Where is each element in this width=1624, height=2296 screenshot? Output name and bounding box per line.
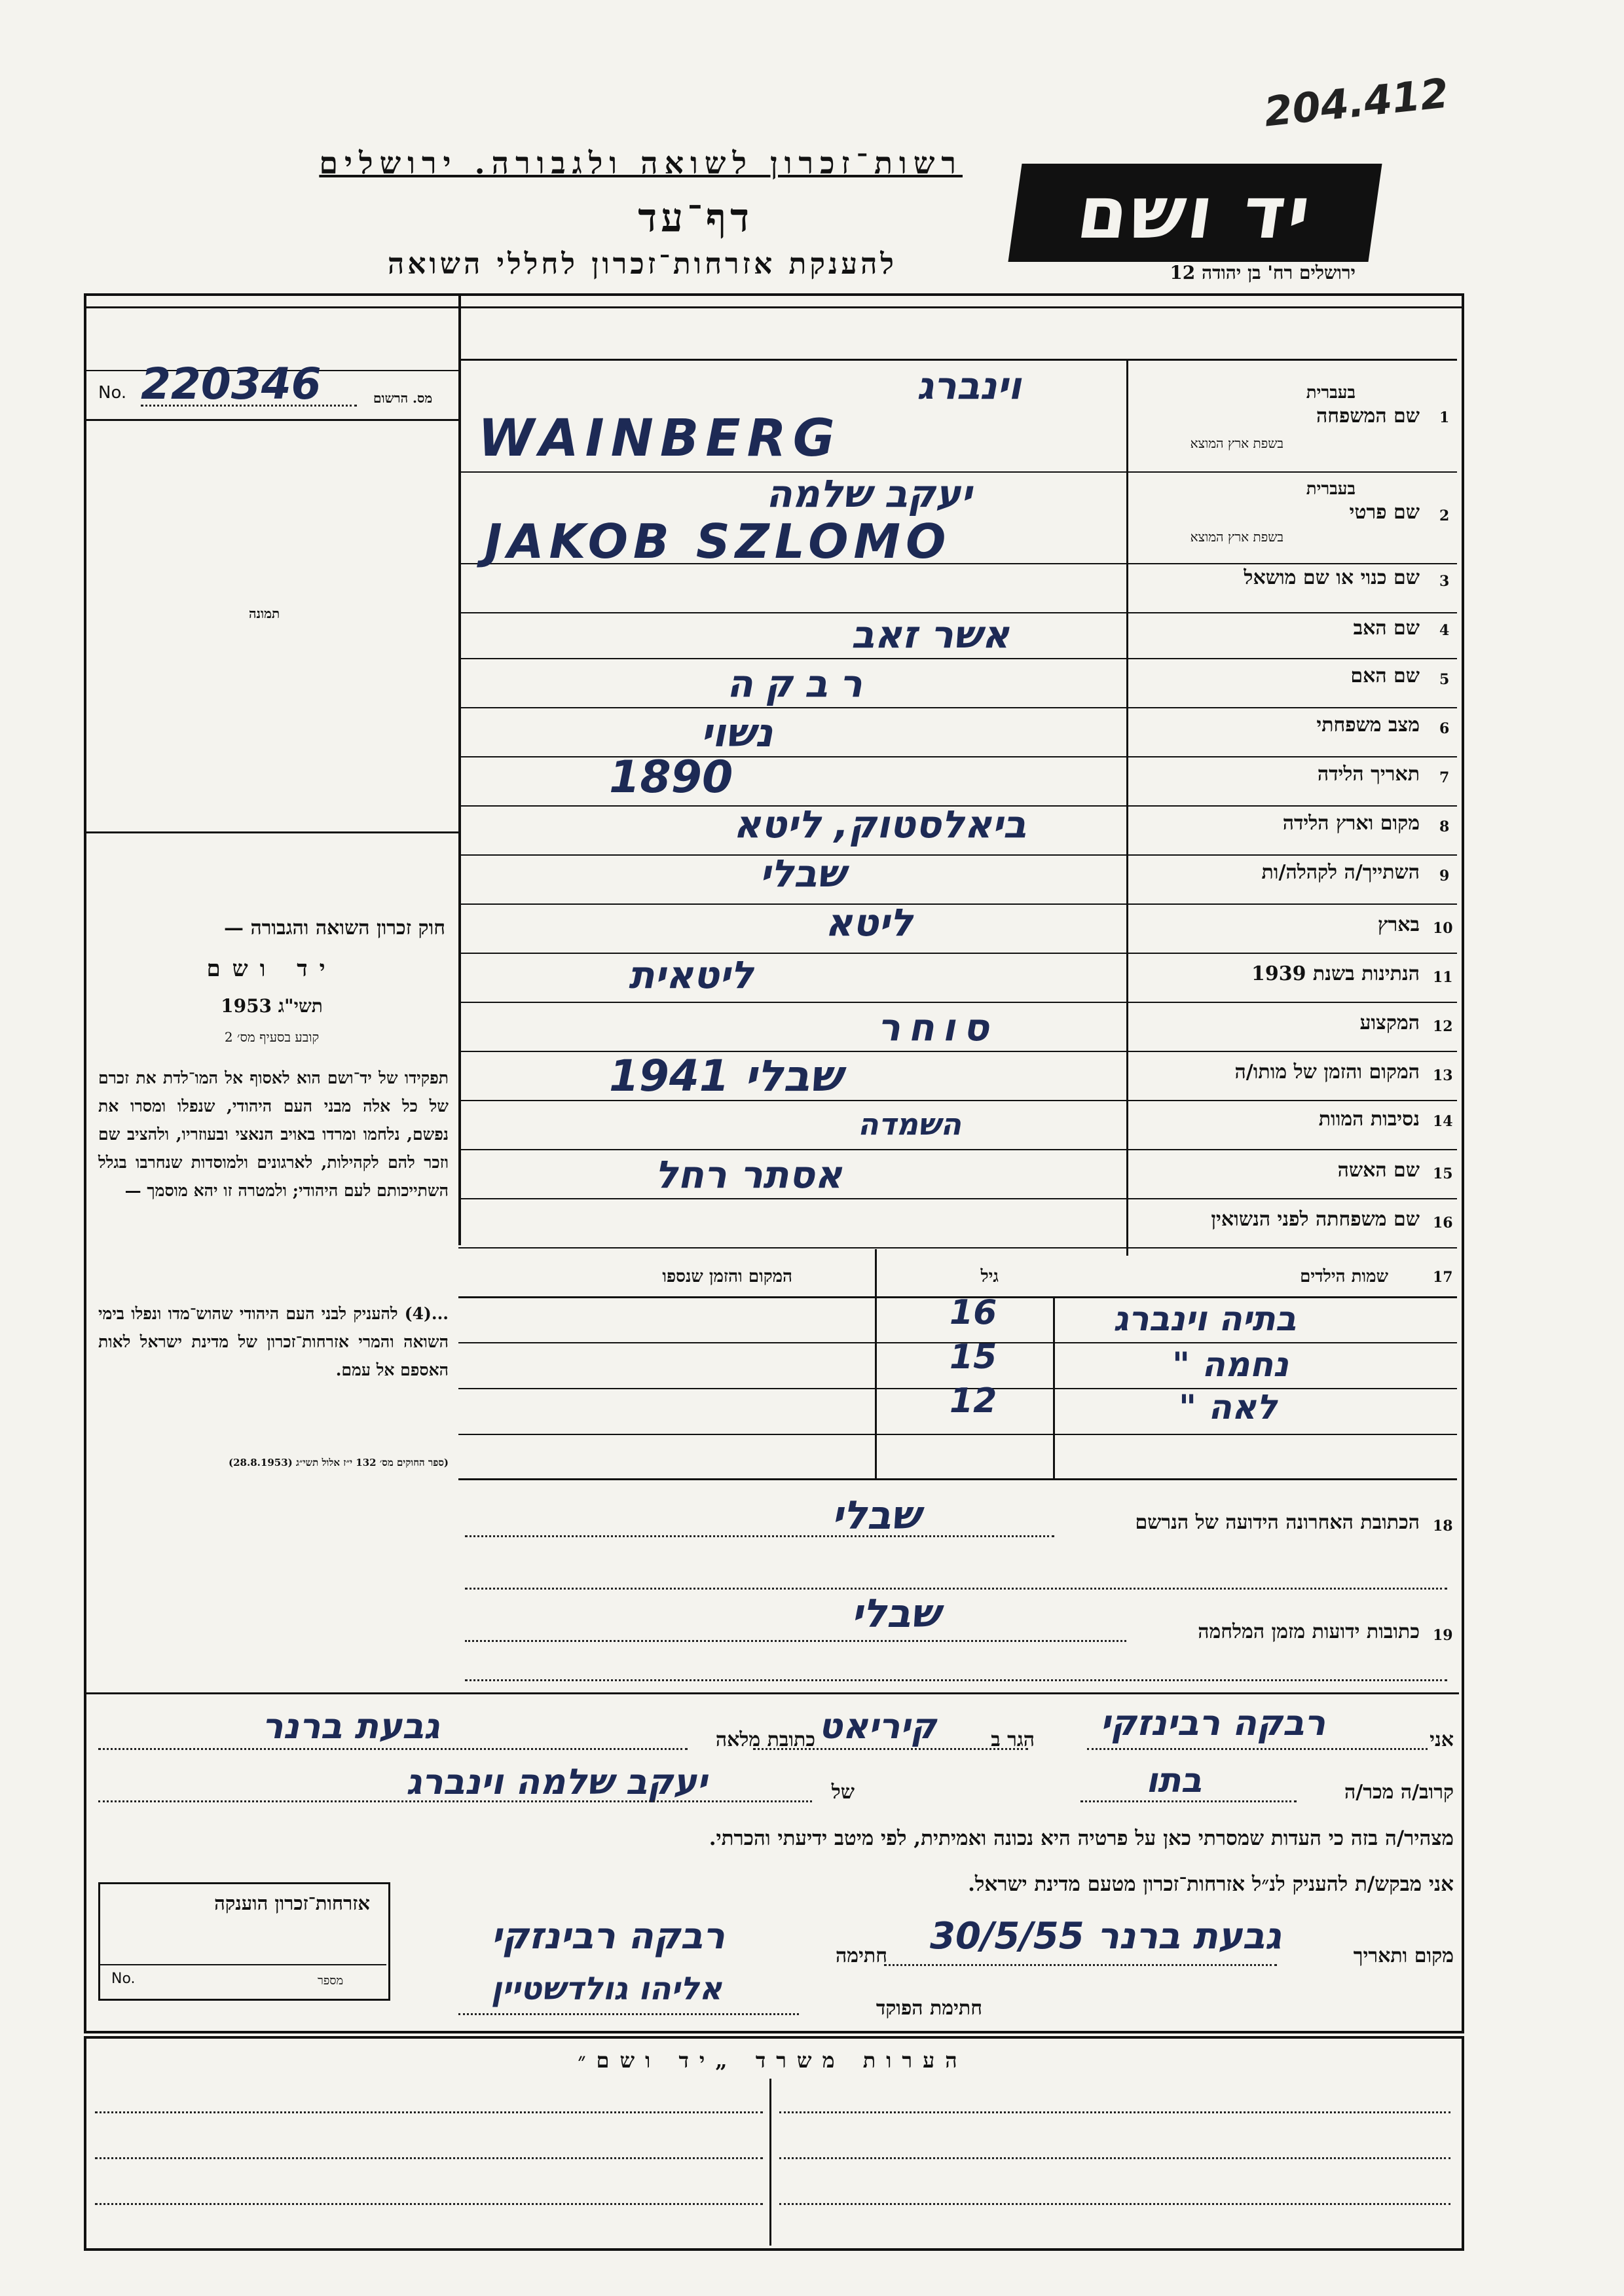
registration-label: מס. הרשום bbox=[373, 390, 433, 406]
field-14-number: 14 bbox=[1433, 1113, 1453, 1130]
declarant-relation: בתו bbox=[1146, 1761, 1202, 1800]
children-col-place: המקום והזמן שנספו bbox=[662, 1267, 792, 1286]
field-11-number: 11 bbox=[1433, 969, 1453, 986]
country: ליטא bbox=[825, 900, 913, 945]
field-19-label: כתובות ידועות מזמן המלחמה bbox=[1198, 1620, 1420, 1643]
field-1-label: שם המשפחה bbox=[1316, 405, 1420, 428]
field-12-number: 12 bbox=[1433, 1018, 1453, 1035]
father-name: אשר זאב bbox=[851, 612, 1010, 657]
logo-text: יד ושם bbox=[1072, 171, 1318, 255]
birth-place: ביאלסטוק, ליטא bbox=[733, 802, 1027, 847]
office-notes-label: הערות משרד „יד ושם״ bbox=[578, 2048, 968, 2073]
yad-vashem-logo bbox=[1008, 164, 1382, 262]
declarant-signature: רבקה רבינזקי bbox=[491, 1915, 725, 1958]
children-col-names: שמות הילדים bbox=[1300, 1267, 1388, 1286]
field-19-number: 19 bbox=[1433, 1627, 1453, 1644]
relative-label: קרוב/ה מכר/ה bbox=[1344, 1781, 1454, 1804]
citizenship-1939: ליטאית bbox=[629, 953, 754, 997]
law-paragraph-2: ...(4) להעניק לבני העם היהודי שהוש־מדו ונפלו בימי השואה והמרי אזרחות־זכרון של מדינת ישראל לאות האספם אל עמם. bbox=[98, 1304, 449, 1379]
birth-date: 1890 bbox=[609, 752, 733, 803]
field-6-number: 6 bbox=[1439, 720, 1450, 737]
official-signature: אליהו גולדשטיין bbox=[491, 1971, 722, 2007]
community: שבלי bbox=[760, 851, 845, 896]
field-4-number: 4 bbox=[1439, 622, 1450, 639]
child-3-age: 12 bbox=[950, 1381, 997, 1421]
of-label: של bbox=[831, 1781, 855, 1804]
first-name-latin: JAKOB SZLOMO bbox=[485, 514, 951, 569]
field-2-number: 2 bbox=[1439, 507, 1450, 524]
place-date-label: מקום ותאריך bbox=[1353, 1944, 1454, 1967]
law-title: חוק זכרון השואה והגבורה — bbox=[224, 917, 445, 939]
field-5-label: שם האם bbox=[1350, 665, 1420, 687]
mother-name: רבקה bbox=[727, 661, 874, 706]
field-3-number: 3 bbox=[1439, 573, 1450, 590]
last-address: שבלי bbox=[832, 1493, 921, 1539]
field-13-label: המקום והזמן של מותו/ה bbox=[1234, 1061, 1420, 1084]
declarant-full-address: גבעת ברנר bbox=[262, 1705, 440, 1747]
official-signature-label: חתימת הפוקד bbox=[876, 1997, 982, 2020]
place-date-value: גבעת ברנר 30/5/55 bbox=[930, 1915, 1282, 1958]
death-circumstances: השמדה bbox=[858, 1106, 961, 1142]
header-address: ירושלים רח' בן יהודה 12 bbox=[1170, 262, 1356, 283]
field-1-sub-origin: בשפת ארץ המוצא bbox=[1190, 435, 1283, 451]
law-name: יד ושם bbox=[206, 956, 337, 982]
family-name-hebrew: וינברג bbox=[917, 363, 1022, 408]
field-4-label: שם האב bbox=[1353, 617, 1420, 640]
first-name-hebrew: יעקב שלמה bbox=[766, 471, 972, 516]
field-1-sub-hebrew: בעברית bbox=[1306, 383, 1356, 403]
declarant-ani-label: אני bbox=[1430, 1728, 1454, 1751]
field-10-number: 10 bbox=[1433, 920, 1453, 937]
field-18-number: 18 bbox=[1433, 1518, 1453, 1535]
field-7-label: תאריך הלידה bbox=[1317, 763, 1420, 786]
law-year: תשי"ג 1953 bbox=[221, 995, 323, 1017]
field-3-label: שם כנוי או שם מושאל bbox=[1244, 566, 1420, 589]
award-box-title: אזרחות־זכרון הוענקה bbox=[214, 1892, 370, 1914]
wife-name: אסתר רחל bbox=[655, 1152, 843, 1197]
declarant-city: קיריאט bbox=[819, 1705, 937, 1747]
field-14-label: נסיבות המוות bbox=[1318, 1108, 1420, 1131]
field-8-number: 8 bbox=[1439, 818, 1450, 835]
field-18-label: הכתובת האחרונה הידועה של הנרשם bbox=[1135, 1511, 1420, 1534]
field-9-label: השתייך/ה לקהלה/ות bbox=[1261, 861, 1420, 884]
photo-label: תמונה bbox=[249, 606, 280, 621]
field-16-label: שם משפחתה לפני הנשואין bbox=[1211, 1208, 1420, 1231]
full-address-label: כתובת מלאה bbox=[715, 1728, 815, 1751]
marital-status: נשוי bbox=[701, 710, 773, 756]
registration-no-label: No. bbox=[98, 383, 127, 403]
award-number-label: מספר bbox=[318, 1974, 344, 1988]
signature-label: חתימה bbox=[836, 1944, 887, 1967]
declarant-of-name: יעקב שלמה וינברג bbox=[406, 1761, 707, 1802]
field-7-number: 7 bbox=[1439, 769, 1450, 786]
field-5-number: 5 bbox=[1439, 671, 1450, 688]
law-paragraph-1: תפקידו של יד־ושם הוא לאסוף אל המו־לדת את זכרם של כל אלה מבני העם היהודי, שנפלו ומסרו את נפשם, נלחמו ומרדו באויב הנאצי ובעוזריו, ולהציב שם וזכר להם לקהילות, לארגונים ולמוסדות שנחרבו בגלל השתייכותם לעם היהודי; ולמטרה זו יהא מוסמך — bbox=[98, 1068, 449, 1200]
field-15-label: שם האשה bbox=[1337, 1159, 1420, 1182]
child-1-name: בתיה וינברג bbox=[1113, 1300, 1297, 1339]
registration-number: 220346 bbox=[141, 359, 322, 409]
award-no-label: No. bbox=[111, 1971, 136, 1987]
field-11-label: הנתינות בשנת 1939 bbox=[1251, 962, 1420, 985]
child-3-name: לאה " bbox=[1179, 1388, 1278, 1427]
family-name-latin: WAINBERG bbox=[478, 409, 841, 468]
profession: סוחר bbox=[877, 1005, 997, 1049]
resides-label: הגר ב bbox=[991, 1728, 1035, 1751]
field-6-label: מצב משפחתי bbox=[1316, 714, 1420, 737]
archive-number: 204.412 bbox=[1261, 69, 1451, 136]
child-2-age: 15 bbox=[950, 1338, 997, 1377]
request-text: אני מבקש/ת להעניק לנ״ל אזרחות־זכרון מטעם מדינת ישראל. bbox=[968, 1872, 1454, 1896]
death-place-time: שבלי 1941 bbox=[609, 1051, 842, 1101]
law-section: קובע בסעיף מס׳ 2 bbox=[224, 1029, 320, 1045]
field-13-number: 13 bbox=[1433, 1067, 1453, 1084]
field-17-number: 17 bbox=[1433, 1269, 1453, 1286]
authority-name: רשות־זכרון לשואה ולגבורה. ירושלים bbox=[319, 145, 963, 181]
field-12-label: המקצוע bbox=[1359, 1011, 1420, 1034]
field-8-label: מקום וארץ הלידה bbox=[1282, 812, 1420, 835]
child-2-name: נחמה " bbox=[1172, 1345, 1289, 1385]
field-15-number: 15 bbox=[1433, 1165, 1453, 1182]
war-addresses: שבלי bbox=[851, 1591, 940, 1637]
field-2-sub-hebrew: בעברית bbox=[1306, 479, 1356, 499]
field-9-number: 9 bbox=[1439, 867, 1450, 884]
field-1-number: 1 bbox=[1439, 409, 1450, 426]
form-title: דף־עד bbox=[638, 195, 753, 241]
child-1-age: 16 bbox=[950, 1293, 997, 1332]
field-2-sub-origin: בשפת ארץ המוצא bbox=[1190, 529, 1283, 545]
children-col-age: גיל bbox=[980, 1267, 999, 1286]
field-2-label: שם פרטי bbox=[1349, 501, 1420, 524]
field-16-number: 16 bbox=[1433, 1214, 1453, 1231]
field-10-label: בארץ bbox=[1377, 913, 1420, 936]
declaration-text: מצהיר/ה בזה כי העדות שמסרתי כאן על פרטיה היא נכונה ואמיתית, לפי מיטב ידיעתי והכרתי. bbox=[709, 1827, 1454, 1850]
law-footnote: (ספר החוקים מס׳ 132 י״ז אלול תשי״ג (28.8.1953) bbox=[229, 1457, 449, 1468]
declarant-name: רבקה רבינזקי bbox=[1100, 1702, 1326, 1743]
form-subtitle: להענקת אזרחות־זכרון לחללי השואה bbox=[387, 247, 897, 281]
